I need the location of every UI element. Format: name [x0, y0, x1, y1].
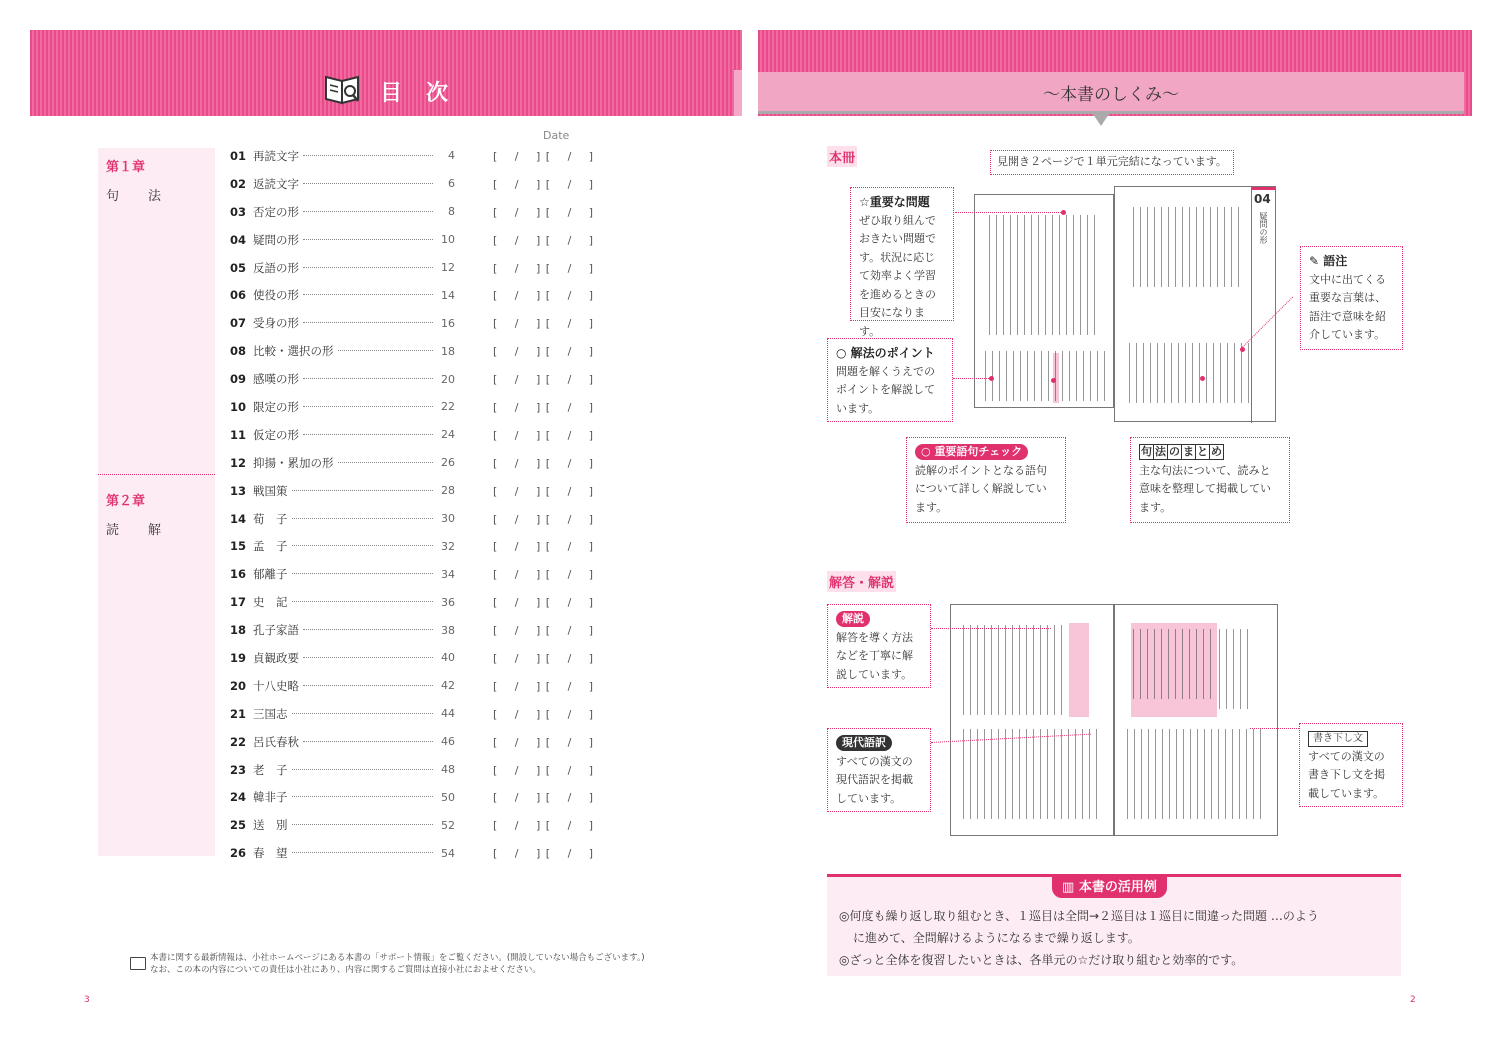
- dot-leader: [292, 796, 433, 797]
- date-slots[interactable]: [ / ] [ / ]: [493, 791, 595, 805]
- callout-title-text: 語注: [1323, 254, 1348, 268]
- date-slots[interactable]: [ / ] [ / ]: [493, 428, 595, 442]
- computer-icon: [130, 957, 146, 970]
- usage-title: [1052, 874, 1167, 898]
- toc-number: 01: [230, 148, 247, 163]
- date-slots[interactable]: [ / ] [ / ]: [493, 540, 595, 554]
- toc-page: 22: [441, 400, 455, 414]
- callout-title: [915, 443, 1057, 462]
- toc-page: 10: [441, 233, 455, 247]
- toc-page: 48: [441, 763, 455, 777]
- toc-page: 42: [441, 679, 455, 693]
- usage-title-text: 本書の活用例: [1078, 880, 1157, 895]
- date-slots[interactable]: [ / ] [ / ]: [493, 735, 595, 749]
- toc-page: 36: [441, 595, 455, 609]
- toc-row[interactable]: [230, 756, 630, 784]
- toc-row[interactable]: [230, 337, 630, 365]
- page-number: 2: [1410, 995, 1416, 1005]
- dot-leader: [292, 713, 433, 714]
- text-block: [985, 351, 1105, 401]
- toc-title: 孟 子: [253, 539, 288, 554]
- toc-row[interactable]: [230, 588, 630, 616]
- toc-page: 26: [441, 456, 455, 470]
- toc-title: 送 別: [253, 818, 288, 833]
- toc-page: 38: [441, 623, 455, 637]
- callout-kaisetsu: [827, 604, 931, 688]
- date-slots[interactable]: [ / ] [ / ]: [493, 624, 595, 638]
- toc-row[interactable]: [230, 393, 630, 421]
- answer-page-right: [1114, 604, 1278, 836]
- date-slots[interactable]: [ / ] [ / ]: [493, 763, 595, 777]
- toc-number: 15: [230, 539, 247, 554]
- toc-page: 16: [441, 316, 455, 330]
- toc-number: 18: [230, 623, 247, 638]
- toc-number: 13: [230, 483, 247, 498]
- toc-page: 20: [441, 372, 455, 386]
- toc-title: 限定の形: [253, 399, 299, 414]
- book-icon: ▥: [1062, 880, 1075, 895]
- callout-title-pill: ○ 重要語句チェック: [915, 444, 1028, 460]
- toc-title: 史 記: [253, 595, 288, 610]
- text-block: [1129, 343, 1249, 403]
- toc-page: 8: [448, 205, 455, 219]
- toc-number: 22: [230, 734, 247, 749]
- callout-body: ぜひ取り組んでおきたい問題です。状況に応じて効率よく学習を進めるときの目安になります。: [859, 213, 936, 338]
- date-slots[interactable]: [ / ] [ / ]: [493, 149, 595, 163]
- toc-number: 04: [230, 232, 247, 247]
- callout-point: [827, 338, 953, 422]
- toc-row[interactable]: [230, 700, 630, 728]
- date-slots[interactable]: [ / ] [ / ]: [493, 317, 595, 331]
- toc-title: 郁離子: [253, 567, 288, 582]
- toc-row[interactable]: [230, 616, 630, 644]
- toc-title: 孔子家語: [253, 623, 299, 638]
- toc-title: 否定の形: [253, 204, 299, 219]
- toc-number: 08: [230, 344, 247, 359]
- toc-row[interactable]: [230, 254, 630, 282]
- dot-leader: [292, 852, 433, 853]
- date-slots[interactable]: [ / ] [ / ]: [493, 847, 595, 861]
- dot-leader: [338, 350, 433, 351]
- title-cell: の: [1169, 445, 1180, 458]
- date-slots[interactable]: [ / ] [ / ]: [493, 819, 595, 833]
- toc-title: 比較・選択の形: [253, 344, 334, 359]
- toc-number: 23: [230, 762, 247, 777]
- toc-page: 14: [441, 288, 455, 302]
- toc-row[interactable]: [230, 783, 630, 811]
- dot-leader: [303, 741, 433, 742]
- callout-title: [1308, 729, 1394, 748]
- callout-body: すべての漢文の現代語訳を掲載しています。: [836, 754, 913, 805]
- date-slots[interactable]: [ / ] [ / ]: [493, 679, 595, 693]
- toc-number: 11: [230, 427, 247, 442]
- structure-title-band: [758, 72, 1464, 114]
- toc-title: 三国志: [253, 706, 288, 721]
- usage-line-2: に進めて、全問解けるようになるまで繰り返します。: [853, 931, 1140, 945]
- dot-leader: [303, 657, 433, 658]
- dot-leader: [338, 462, 433, 463]
- toc-row[interactable]: [230, 309, 630, 337]
- toc-page: 50: [441, 790, 455, 804]
- highlight: [1069, 623, 1089, 717]
- toc-number: 10: [230, 399, 247, 414]
- toc-title: 呂氏春秋: [253, 734, 299, 749]
- toc-title: 十八史略: [253, 678, 299, 693]
- callout-title: [836, 734, 922, 753]
- usage-line-1: ◎何度も繰り返し取り組むとき、１巡目は全問→２巡目は１巡目に間違った問題 …のよう: [839, 909, 1319, 923]
- section-answer-label: 解答・解説: [827, 571, 896, 592]
- text-block: [1219, 629, 1249, 709]
- pointer-dot: [1200, 376, 1205, 381]
- toc-title: 春 望: [253, 846, 288, 861]
- callout-title: [1309, 252, 1394, 271]
- page-tab-column: [1251, 187, 1275, 423]
- toc-row[interactable]: [230, 644, 630, 672]
- dot-leader: [303, 406, 433, 407]
- answer-page-left: [950, 604, 1114, 836]
- date-slots[interactable]: [ / ] [ / ]: [493, 707, 595, 721]
- support-note: [150, 952, 645, 976]
- chapter-1: [106, 156, 169, 204]
- callout-body: 解答を導く方法などを丁寧に解説しています。: [836, 630, 913, 681]
- title-cell: と: [1197, 445, 1208, 458]
- dot-leader: [292, 601, 433, 602]
- dot-leader: [303, 629, 433, 630]
- callout-gendai: [827, 728, 931, 812]
- dot-leader: [292, 518, 433, 519]
- callout-summary: [1130, 437, 1290, 523]
- toc-number: 14: [230, 511, 247, 526]
- toc-row[interactable]: [230, 226, 630, 254]
- toc-row[interactable]: [230, 672, 630, 700]
- callout-body: すべての漢文の書き下し文を掲載しています。: [1308, 749, 1385, 800]
- toc-title: 韓非子: [253, 790, 288, 805]
- toc-row[interactable]: [230, 281, 630, 309]
- toc-number: 24: [230, 790, 247, 805]
- date-slots[interactable]: [ / ] [ / ]: [493, 205, 595, 219]
- dot-leader: [303, 239, 433, 240]
- toc-number: 07: [230, 316, 247, 331]
- toc-title: 受身の形: [253, 316, 299, 331]
- toc-page: 40: [441, 651, 455, 665]
- title-cell: め: [1211, 445, 1222, 458]
- contents-title-bar: [30, 74, 742, 116]
- date-slots[interactable]: [ / ] [ / ]: [493, 261, 595, 275]
- title-pointer: [1093, 114, 1109, 126]
- dot-leader: [303, 267, 433, 268]
- date-slots[interactable]: [ / ] [ / ]: [493, 373, 595, 387]
- toc-row[interactable]: [230, 477, 630, 505]
- toc-page: 32: [441, 539, 455, 553]
- toc-title: 貞観政要: [253, 650, 299, 665]
- toc-row[interactable]: [230, 198, 630, 226]
- toc-title: 老 子: [253, 762, 288, 777]
- pencil-icon: ✎: [1309, 254, 1320, 268]
- callout-title-text: 重要語句チェック: [934, 445, 1023, 458]
- toc-number: 09: [230, 372, 247, 387]
- date-slots[interactable]: [ / ] [ / ]: [493, 289, 595, 303]
- callout-title-pill: 解説: [836, 611, 870, 627]
- toc-title: 感嘆の形: [253, 372, 299, 387]
- toc-title: 荀 子: [253, 511, 288, 526]
- date-slots[interactable]: [ / ] [ / ]: [493, 484, 595, 498]
- toc-page: 30: [441, 512, 455, 526]
- toc-page: 46: [441, 735, 455, 749]
- callout-body: 読解のポイントとなる語句について詳しく解説しています。: [915, 463, 1047, 514]
- page-tab-label: 疑問の形: [1259, 212, 1268, 244]
- title-cell: 句: [1141, 445, 1152, 458]
- toc-title: 戦国策: [253, 483, 288, 498]
- title-cell: ま: [1183, 445, 1194, 458]
- spread-note: 見開き２ページで１単元完結になっています。: [990, 150, 1234, 175]
- toc-number: 21: [230, 706, 247, 721]
- toc-number: 06: [230, 288, 247, 303]
- page-tab-number: 04: [1252, 187, 1275, 208]
- toc-row[interactable]: [230, 839, 630, 867]
- date-slots[interactable]: [ / ] [ / ]: [493, 568, 595, 582]
- title-cell: 法: [1155, 445, 1166, 458]
- callout-kakikudashi: [1299, 723, 1403, 807]
- toc-title: 仮定の形: [253, 427, 299, 442]
- dot-leader: [292, 545, 433, 546]
- leader-line: [953, 378, 989, 379]
- text-block: [1127, 729, 1267, 819]
- chapter-name: 読 解: [106, 523, 170, 538]
- dot-leader: [303, 183, 433, 184]
- header-accent: [734, 70, 742, 116]
- toc-row[interactable]: [230, 142, 630, 170]
- chapter-divider: [98, 474, 215, 475]
- chapter-panel: [98, 148, 215, 856]
- toc-number: 20: [230, 678, 247, 693]
- pointer-dot: [1051, 378, 1056, 383]
- date-slots[interactable]: [ / ] [ / ]: [493, 596, 595, 610]
- toc-row[interactable]: [230, 728, 630, 756]
- structure-title: 〜本書のしくみ〜: [1043, 85, 1179, 105]
- toc-number: 12: [230, 455, 247, 470]
- toc-number: 02: [230, 176, 247, 191]
- toc-row[interactable]: [230, 811, 630, 839]
- toc-page: 18: [441, 344, 455, 358]
- dot-leader: [303, 155, 433, 156]
- contents-header: [30, 30, 742, 116]
- toc-number: 05: [230, 260, 247, 275]
- toc-row[interactable]: [230, 449, 630, 477]
- text-block: [1133, 629, 1213, 699]
- toc-number: 03: [230, 204, 247, 219]
- callout-check: [906, 437, 1066, 523]
- date-slots[interactable]: [ / ] [ / ]: [493, 651, 595, 665]
- callout-body: 問題を解くうえでのポイントを解説しています。: [836, 364, 935, 415]
- toc-page: 54: [441, 846, 455, 860]
- dot-leader: [303, 378, 433, 379]
- callout-title: [1139, 443, 1281, 462]
- toc-title: 再読文字: [253, 148, 299, 163]
- text-block: [963, 729, 1103, 819]
- toc-row[interactable]: [230, 532, 630, 560]
- toc-row[interactable]: [230, 421, 630, 449]
- pointer-dot: [1061, 210, 1066, 215]
- toc-title: 抑揚・累加の形: [253, 455, 334, 470]
- book-page-left: [974, 194, 1114, 408]
- date-slots[interactable]: [ / ] [ / ]: [493, 345, 595, 359]
- dot-leader: [303, 322, 433, 323]
- leader-line: [955, 212, 1061, 213]
- table-of-contents: [230, 142, 630, 867]
- chapter-number: 第２章: [106, 494, 146, 509]
- usage-line-3: ◎ざっと全体を復習したいときは、各単元の☆だけ取り組むと効率的です。: [839, 953, 1244, 967]
- callout-important: [850, 187, 954, 338]
- dot-leader: [292, 490, 433, 491]
- toc-row[interactable]: [230, 365, 630, 393]
- date-slots[interactable]: [ / ] [ / ]: [493, 233, 595, 247]
- toc-title: 疑問の形: [253, 232, 299, 247]
- toc-page: 34: [441, 567, 455, 581]
- toc-page: 6: [448, 177, 455, 191]
- toc-page: 24: [441, 428, 455, 442]
- date-slots[interactable]: [ / ] [ / ]: [493, 456, 595, 470]
- book-page-right: [1114, 186, 1276, 422]
- dot-leader: [303, 685, 433, 686]
- chapter-number: 第１章: [106, 160, 146, 175]
- callout-title-tag: 書き下し文: [1308, 731, 1368, 747]
- toc-number: 16: [230, 567, 247, 582]
- dot-leader: [303, 211, 433, 212]
- toc-title: 返読文字: [253, 176, 299, 191]
- callout-body: 文中に出てくる重要な言葉は、語注で意味を紹介しています。: [1309, 272, 1386, 341]
- toc-page: 12: [441, 261, 455, 274]
- callout-gochu: [1300, 246, 1403, 350]
- toc-page: 44: [441, 707, 455, 721]
- text-block: [989, 215, 1099, 335]
- dot-leader: [292, 769, 433, 770]
- chapter-2: [106, 490, 169, 538]
- toc-page: 4: [448, 149, 455, 163]
- right-page: [750, 0, 1500, 1063]
- toc-title: 反語の形: [253, 260, 299, 275]
- callout-title: ○ 解法のポイント: [836, 346, 935, 360]
- callout-body: 主な句法について、読みと意味を整理して掲載しています。: [1139, 463, 1271, 514]
- text-block: [1133, 207, 1243, 287]
- book-search-icon: [324, 73, 362, 107]
- toc-title: 使役の形: [253, 288, 299, 303]
- pointer-dot: [989, 376, 994, 381]
- contents-title: 目次: [380, 81, 473, 106]
- support-note-line-1: 本書に関する最新情報は、小社ホームページにある本書の「サポート情報」をご覧ください。(開設していない場合もございます。): [150, 953, 645, 963]
- leader-line: [1250, 728, 1299, 729]
- support-note-line-2: なお、この本の内容についての責任は小社にあり、内容に関するご質問は直接小社におよせください。: [150, 965, 541, 975]
- chapter-name: 句 法: [106, 189, 170, 204]
- dot-leader: [292, 573, 433, 574]
- date-slots[interactable]: [ / ] [ / ]: [493, 400, 595, 414]
- toc-number: 19: [230, 650, 247, 665]
- toc-number: 25: [230, 818, 247, 833]
- dot-leader: [292, 824, 433, 825]
- date-slots[interactable]: [ / ] [ / ]: [493, 177, 595, 191]
- text-block: [963, 625, 1063, 715]
- dot-leader: [303, 294, 433, 295]
- callout-title: ☆重要な問題: [859, 195, 930, 209]
- date-column-label: Date: [543, 129, 570, 142]
- toc-page: 28: [441, 484, 455, 498]
- callout-title-text: 解法のポイント: [850, 346, 935, 360]
- callout-title-pill: 現代語訳: [836, 735, 892, 751]
- dot-leader: [303, 434, 433, 435]
- usage-panel: [827, 874, 1401, 976]
- toc-row[interactable]: [230, 170, 630, 198]
- toc-row[interactable]: [230, 505, 630, 533]
- leader-line: [931, 628, 1051, 629]
- toc-number: 17: [230, 595, 247, 610]
- toc-page: 52: [441, 818, 455, 832]
- toc-number: 26: [230, 846, 247, 861]
- page-number: 3: [84, 995, 90, 1005]
- toc-row[interactable]: [230, 560, 630, 588]
- date-slots[interactable]: [ / ] [ / ]: [493, 512, 595, 526]
- section-main-label: 本冊: [827, 146, 857, 167]
- callout-title: [836, 610, 922, 629]
